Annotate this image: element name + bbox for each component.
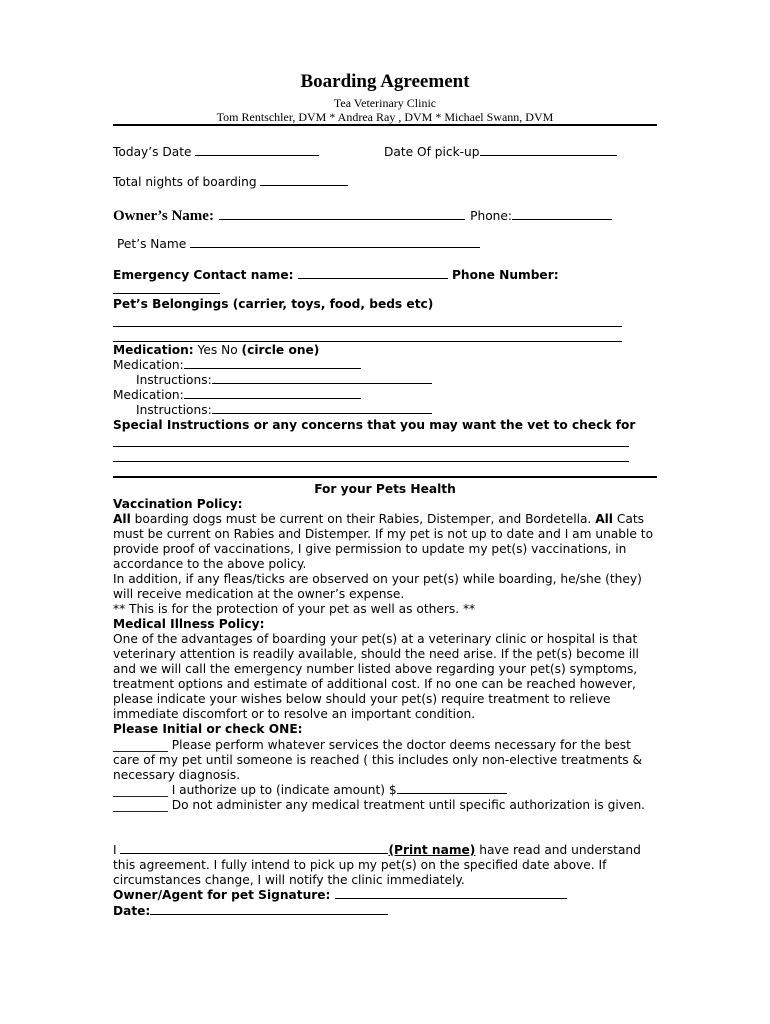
emergency-phone-label: Phone Number: (451, 268, 559, 282)
clinic-name: Tea Veterinary Clinic (333, 96, 437, 110)
instructions-2-label: Instructions: (136, 403, 212, 417)
signature-field (113, 888, 567, 903)
agreement-statement (113, 843, 658, 888)
fleas-policy-text: In addition, if any fleas/ticks are observed on your pet(s) while boarding, he/she (they) will receive medication at the owner’s expense. (113, 572, 642, 601)
instructions-1-blank[interactable] (212, 373, 432, 384)
pet-name-label: Pet’s Name (117, 237, 187, 251)
emergency-phone-blank[interactable] (113, 293, 220, 294)
medication-1-blank[interactable] (184, 358, 361, 369)
emergency-contact-blank[interactable] (298, 268, 448, 279)
special-instructions-line-2[interactable] (113, 461, 629, 462)
medical-policy-text: One of the advantages of boarding your pet(s) at a veterinary clinic or hospital is that veterinary attention is readily available, should the need arise. If the pet(s) become ill and we will call the emergency number listed above regarding your pet(s) symptoms, treatment options and estimate of additional cost. If no one can be reached however, please indicate your wishes below should your pet(s) require treatment to relieve immediate discomfort or to resolve an important condition. (113, 632, 639, 721)
belongings-line-1[interactable] (113, 326, 622, 327)
medication-heading: Medication: (113, 343, 194, 357)
option-2-text: I authorize up to (indicate amount) $ (167, 783, 397, 797)
todays-date-label: Today’s Date (113, 145, 192, 159)
medication-1-label: Medication: (113, 358, 184, 372)
signature-blank[interactable] (335, 888, 567, 899)
special-instructions-label: Special Instructions or any concerns that you may want the vet to check for (113, 418, 636, 432)
pickup-date-label: Date Of pick-up (384, 145, 480, 159)
option-authorize-amount (113, 783, 658, 798)
vaccination-cats-text: Cats must be current on Rabies and Distemper. If my pet is not up to date and I am unable to provide proof of vaccinations, I give permission to update my pet(s) vaccinations, in accordance to the above policy. (113, 512, 654, 571)
signature-label: Owner/Agent for pet Signature: (113, 888, 331, 902)
special-instructions-line-3[interactable] (113, 476, 657, 478)
instructions-1-field (136, 373, 432, 388)
option-2-blank[interactable]: _________ (113, 783, 168, 797)
option-3-text: Do not administer any medical treatment until specific authorization is given. (167, 798, 646, 812)
medication-question (113, 343, 319, 358)
page-title: Boarding Agreement (300, 71, 470, 92)
total-nights-field (113, 175, 348, 190)
authorized-amount-blank[interactable] (397, 783, 507, 794)
date-field (113, 904, 388, 919)
vaccination-all-cats: All (595, 512, 613, 526)
belongings-line-2[interactable] (113, 341, 622, 342)
initial-heading: Please Initial or check ONE: (113, 722, 303, 736)
special-instructions-line-1[interactable] (113, 446, 629, 447)
medication-1-field (113, 358, 361, 373)
option-1-text: Please perform whatever services the doctor deems necessary for the best care of my pet until someone is reached ( this includes only non-elective treatments & necessary diagnosis. (113, 738, 642, 782)
date-label: Date: (113, 904, 151, 918)
total-nights-label: Total nights of boarding (113, 175, 257, 189)
owner-name-label: Owner’s Name: (113, 208, 214, 224)
agreement-i: I (113, 843, 117, 857)
owner-phone-label: Phone: (470, 209, 512, 223)
emergency-contact-label: Emergency Contact name: (113, 268, 294, 282)
doctor-list: Tom Rentschler, DVM * Andrea Ray , DVM * Michael Swann, DVM (216, 110, 554, 124)
option-1-blank[interactable]: _________ (113, 738, 168, 752)
owner-name-blank[interactable] (219, 209, 465, 220)
medication-2-label: Medication: (113, 388, 184, 402)
print-name-blank[interactable] (120, 843, 388, 854)
emergency-contact-field (113, 268, 559, 283)
owner-name-field (113, 205, 612, 225)
todays-date-blank[interactable] (195, 145, 319, 156)
vaccination-policy-text (113, 512, 658, 572)
date-blank[interactable] (150, 904, 388, 915)
medication-2-blank[interactable] (184, 388, 361, 399)
medication-2-field (113, 388, 361, 403)
total-nights-blank[interactable] (260, 175, 348, 186)
vaccination-dogs-text: boarding dogs must be current on their Rabies, Distemper, and Bordetella. (130, 512, 596, 526)
belongings-label: Pet’s Belongings (carrier, toys, food, beds etc) (113, 297, 434, 311)
option-no-treatment (113, 798, 658, 813)
pet-name-field (117, 237, 480, 252)
option-3-blank[interactable]: _________ (113, 798, 168, 812)
header-divider (113, 124, 657, 126)
pickup-date-blank[interactable] (480, 145, 617, 156)
todays-date-field (113, 145, 319, 160)
instructions-2-field (136, 403, 432, 418)
instructions-1-label: Instructions: (136, 373, 212, 387)
protection-note: ** This is for the protection of your pet as well as others. ** (113, 602, 476, 616)
medication-yes-no[interactable]: Yes No (197, 343, 238, 357)
medical-policy-heading: Medical Illness Policy: (113, 617, 265, 631)
circle-one-note: (circle one) (241, 343, 320, 357)
owner-phone-blank[interactable] (512, 209, 612, 220)
vaccination-policy-heading: Vaccination Policy: (113, 497, 243, 511)
health-heading: For your Pets Health (314, 482, 456, 496)
instructions-2-blank[interactable] (212, 403, 432, 414)
pet-name-blank[interactable] (190, 237, 480, 248)
pickup-date-field (384, 145, 617, 160)
vaccination-all-dogs: All (113, 512, 131, 526)
agreement-text: have read and understand this agreement. I fully intend to pick up my pet(s) on the specified date above. If circumstances change, I will notify the clinic immediately. (113, 843, 641, 887)
option-perform-services (113, 738, 658, 783)
print-name-label: (Print name) (388, 843, 476, 857)
